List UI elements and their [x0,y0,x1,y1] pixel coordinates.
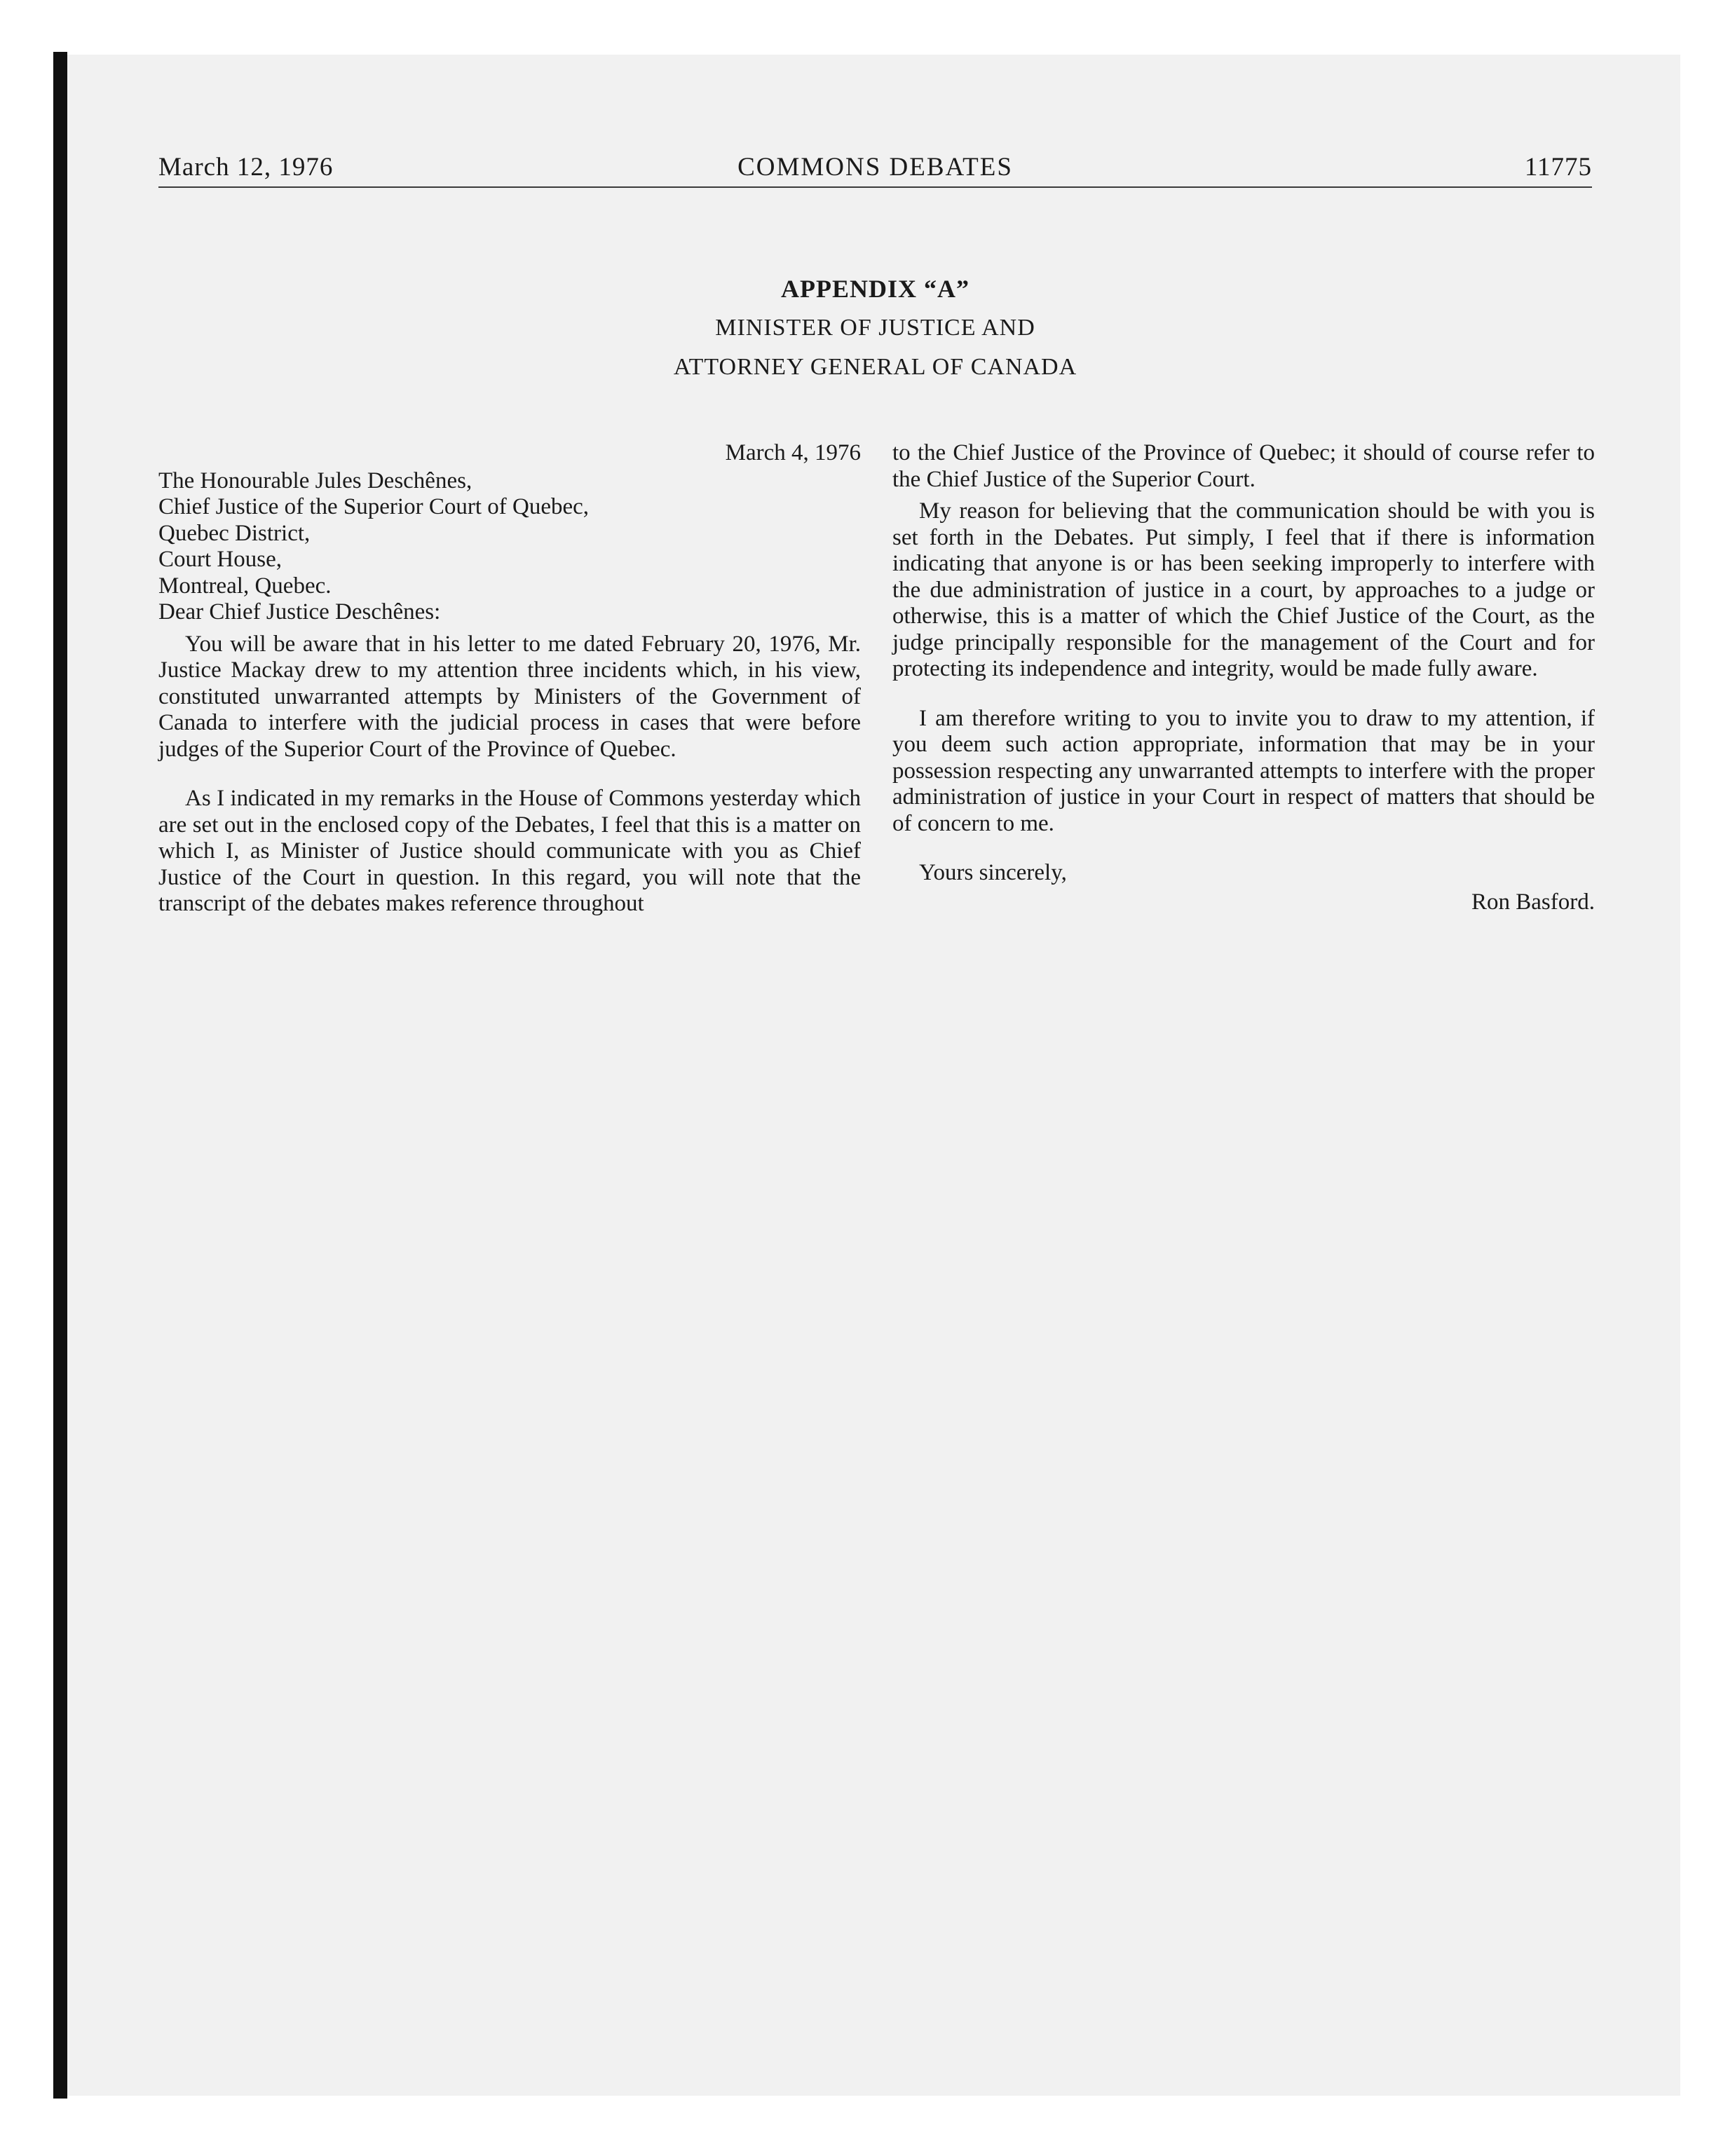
letter-closing: Yours sincerely, [919,860,1067,885]
header-journal-title: COMMONS DEBATES [737,153,1013,182]
address-line: Montreal, Quebec. [158,573,332,599]
address-line: Court House, [158,547,282,572]
letter-paragraph-3: My reason for believing that the communication should be with you is set forth in the Debates. Put simply, I feel that if there is information indicating that anyone is or has been seeking improperly to interfere with the due administration of justice in a court, by approaches to a judge or otherwise, this is a matter of which the Chief Justice of the Court, as the judge principally responsible for the management of the Court and for protecting its independence and integrity, would be made fully aware. [892,498,1595,681]
letter-date: March 4, 1976 [725,440,861,465]
header-page-number: 11775 [1524,153,1592,182]
address-line: Chief Justice of the Superior Court of Quebec, [158,494,590,519]
salutation: Dear Chief Justice Deschênes: [158,599,441,625]
address-line: Quebec District, [158,520,311,546]
running-header [158,144,1592,188]
letter-paragraph-4: I am therefore writing to you to invite you to draw to my attention, if you deem such action appropriate, information that may be in your possession respecting any unwarranted attempts to interfere with the proper administration of justice in your Court in respect of matters that should be of concern to me. [892,705,1595,836]
appendix-title: APPENDIX “A” [781,275,969,303]
appendix-subtitle-line-1: MINISTER OF JUSTICE AND [715,315,1035,341]
appendix-heading [158,271,1592,386]
header-date: March 12, 1976 [158,153,334,182]
letter-signature: Ron Basford. [1471,889,1595,915]
address-line: The Honourable Jules Deschênes, [158,468,472,493]
left-column [158,440,861,941]
letter-paragraph-2-start: As I indicated in my remarks in the House of Commons yesterday which are set out in the enclosed copy of the Debates, I feel that this is a matter on which I, as Minister of Justice should communicate with you as Chief Justice of the Court in question. In this regard, you will note that the transcript of the debates makes reference throughout [158,786,861,916]
appendix-subtitle-line-2: ATTORNEY GENERAL OF CANADA [673,354,1077,380]
letter-paragraph-2-continued: to the Chief Justice of the Province of Quebec; it should of course refer to the Chief Justice of the Superior Court. [892,440,1595,492]
binding-edge [53,52,67,2099]
letter-paragraph-1: You will be aware that in his letter to me dated February 20, 1976, Mr. Justice Mackay drew to my attention three incidents which, in his view, constituted unwarranted attempts by Ministers of the Government of Canada to interfere with the judicial process in cases that were before judges of the Superior Court of the Province of Quebec. [158,631,861,762]
right-column [892,440,1595,915]
